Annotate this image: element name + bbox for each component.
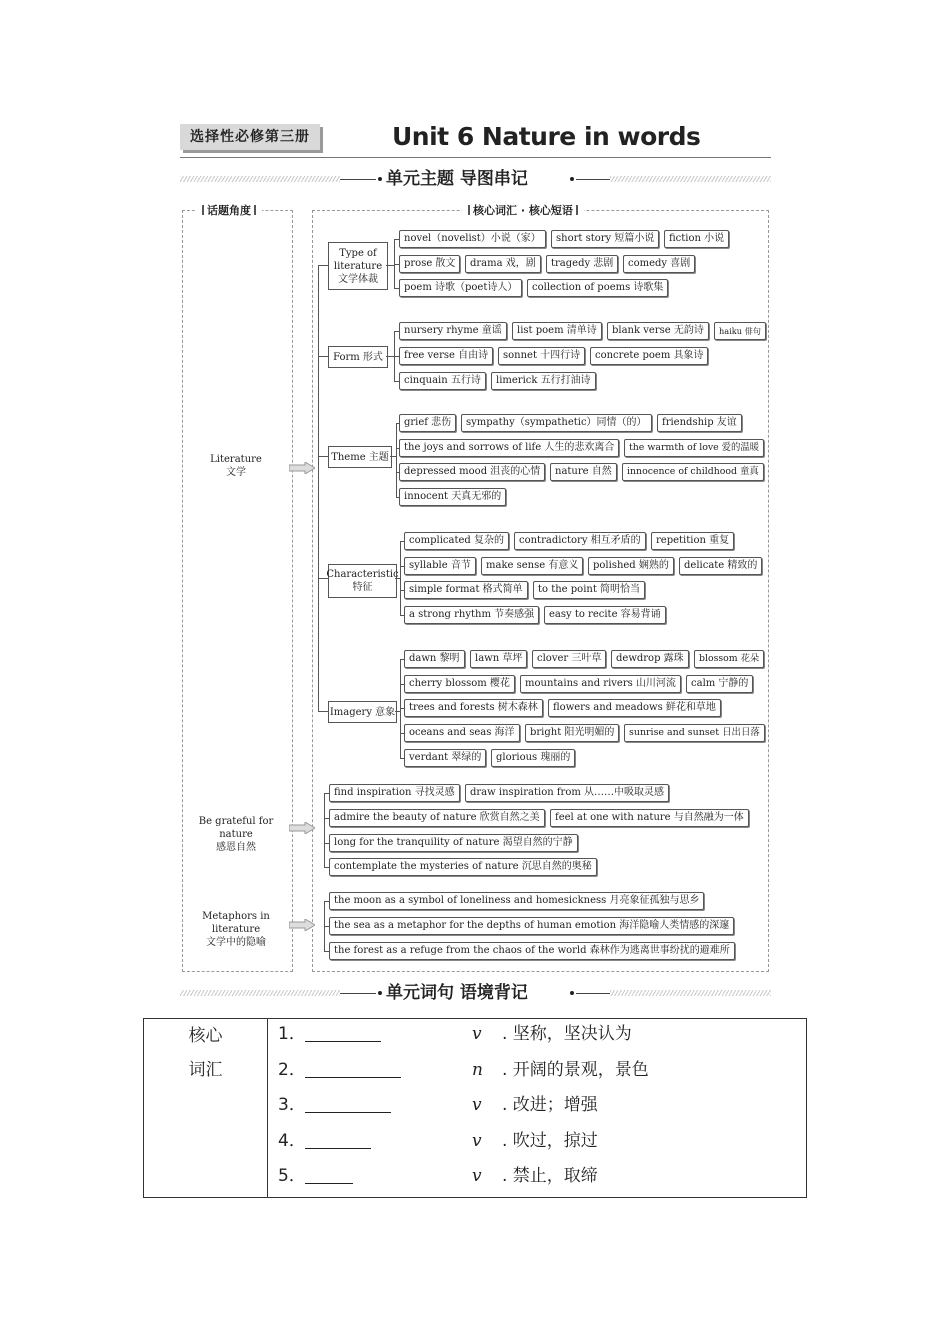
- term-chip: tragedy 悲剧: [546, 255, 618, 273]
- vocab-row: 3． v . 改进；增强: [278, 1095, 598, 1115]
- term-chip: friendship 友谊: [657, 414, 742, 432]
- answer-blank[interactable]: [305, 1077, 401, 1078]
- term-chip: trees and forests 树木森林: [404, 699, 543, 717]
- term-chip: long for the tranquility of nature 渴望自然的宁静: [329, 834, 578, 852]
- vocab-label-cell: 核心 词汇: [144, 1019, 268, 1198]
- vocab-row: 2． n . 开阔的景观，景色: [278, 1059, 649, 1080]
- term-chip: innocent 天真无邪的: [399, 488, 506, 506]
- term-chip: clover 三叶草: [532, 650, 606, 668]
- term-chip: haiku 俳句: [714, 322, 766, 340]
- unit-title: Unit 6 Nature in words: [392, 122, 701, 151]
- answer-blank[interactable]: [305, 1148, 371, 1149]
- topic-grateful: Be grateful for nature 感恩自然: [198, 816, 274, 853]
- arrow-icon: [289, 822, 315, 834]
- term-chip: complicated 复杂的: [404, 532, 509, 550]
- term-chip: sonnet 十四行诗: [498, 347, 585, 365]
- category-theme: Theme 主题: [328, 446, 392, 468]
- category-imagery: Imagery 意象: [328, 701, 397, 723]
- arrow-icon: [289, 462, 315, 474]
- term-chip: feel at one with nature 与自然融为一体: [550, 809, 749, 827]
- term-chip: oceans and seas 海洋: [404, 724, 520, 742]
- term-chip: list poem 清单诗: [512, 322, 602, 340]
- section-band-mindmap: [180, 167, 771, 191]
- term-chip: prose 散文: [399, 255, 460, 273]
- term-chip: blank verse 无韵诗: [607, 322, 709, 340]
- term-chip: glorious 瑰丽的: [491, 749, 575, 767]
- term-chip: the moon as a symbol of loneliness and homesickness 月亮象征孤独与思乡: [329, 892, 704, 910]
- term-chip: make sense 有意义: [481, 557, 583, 575]
- term-chip: blossom 花朵: [694, 650, 764, 668]
- answer-blank[interactable]: [305, 1041, 381, 1042]
- term-chip: verdant 翠绿的: [404, 749, 486, 767]
- term-chip: admire the beauty of nature 欣赏自然之美: [329, 809, 545, 827]
- vocab-items-cell: [268, 1019, 807, 1198]
- topic-panel-heading: 话题角度: [196, 204, 262, 218]
- topic-metaphors: Metaphors in literature 文学中的隐喻: [202, 911, 270, 948]
- term-chip: short story 短篇小说: [551, 230, 659, 248]
- answer-blank[interactable]: [305, 1112, 391, 1113]
- term-chip: mountains and rivers 山川河流: [520, 675, 681, 693]
- term-chip: flowers and meadows 鲜花和草地: [548, 699, 721, 717]
- term-chip: cherry blossom 樱花: [404, 675, 515, 693]
- term-chip: collection of poems 诗歌集: [527, 279, 668, 297]
- term-chip: nature 自然: [550, 463, 617, 481]
- term-chip: limerick 五行打油诗: [491, 372, 596, 390]
- arrow-icon: [289, 919, 315, 931]
- term-chip: contemplate the mysteries of nature 沉思自然的奥秘: [329, 858, 597, 876]
- vocab-row: 1． v . 坚称，坚决认为: [278, 1024, 632, 1044]
- term-chip: novel（novelist）小说（家）: [399, 230, 546, 248]
- topic-panel: [182, 210, 293, 972]
- term-chip: dewdrop 露珠: [611, 650, 689, 668]
- spine-literature: [318, 265, 319, 711]
- term-chip: contradictory 相互矛盾的: [514, 532, 646, 550]
- term-chip: cinquain 五行诗: [399, 372, 486, 390]
- term-chip: a strong rhythm 节奏感强: [404, 606, 539, 624]
- term-chip: grief 悲伤: [399, 414, 456, 432]
- term-chip: poem 诗歌（poet诗人）: [399, 279, 522, 297]
- category-type: Type of literature 文学体裁: [328, 242, 388, 290]
- term-chip: polished 娴熟的: [588, 557, 674, 575]
- term-chip: fiction 小说: [664, 230, 729, 248]
- term-chip: comedy 喜剧: [623, 255, 695, 273]
- term-chip: sunrise and sunset 日出日落: [624, 724, 765, 742]
- section-band-vocab: [180, 981, 771, 1005]
- term-chip: drama 戏，剧: [465, 255, 541, 273]
- vocab-row: 4． v . 吹过，掠过: [278, 1130, 598, 1151]
- term-chip: repetition 重复: [651, 532, 734, 550]
- term-chip: the sea as a metaphor for the depths of human emotion 海洋隐喻人类情感的深邃: [329, 917, 734, 935]
- term-chip: the forest as a refuge from the chaos of the world 森林作为逃离世事纷扰的避难所: [329, 942, 735, 960]
- topic-literature: Literature 文学: [210, 454, 262, 478]
- term-chip: to the point 简明恰当: [533, 581, 645, 599]
- answer-blank[interactable]: [305, 1183, 353, 1184]
- book-tag: 选择性必修第三册: [180, 124, 320, 150]
- section-title-vocab: 单元词句 语境背记: [386, 983, 528, 1003]
- term-chip: nursery rhyme 童谣: [399, 322, 507, 340]
- term-chip: easy to recite 容易背诵: [544, 606, 666, 624]
- vocab-table: [143, 1018, 807, 1198]
- vocab-row: 5． v . 禁止，取缔: [278, 1166, 598, 1186]
- vocab-panel-heading: 核心词汇 · 核心短语: [462, 204, 584, 218]
- title-rule: [180, 157, 771, 158]
- term-chip: find inspiration 寻找灵感: [329, 784, 460, 802]
- term-chip: dawn 黎明: [404, 650, 465, 668]
- term-chip: draw inspiration from 从……中吸取灵感: [465, 784, 669, 802]
- section-title-mindmap: 单元主题 导图串记: [386, 169, 528, 189]
- term-chip: free verse 自由诗: [399, 347, 493, 365]
- term-chip: concrete poem 具象诗: [590, 347, 708, 365]
- term-chip: the joys and sorrows of life 人生的悲欢离合: [399, 439, 619, 457]
- term-chip: innocence of childhood 童真: [622, 463, 764, 481]
- term-chip: syllable 音节: [404, 557, 476, 575]
- term-chip: delicate 精致的: [679, 557, 762, 575]
- term-chip: the warmth of love 爱的温暖: [624, 439, 764, 457]
- term-chip: depressed mood 沮丧的心情: [399, 463, 545, 481]
- term-chip: calm 宁静的: [686, 675, 753, 693]
- term-chip: lawn 草坪: [470, 650, 527, 668]
- term-chip: bright 阳光明媚的: [525, 724, 619, 742]
- category-characteristic: Characteristic 特征: [328, 564, 397, 598]
- category-form: Form 形式: [328, 346, 388, 368]
- term-chip: sympathy（sympathetic）同情（的）: [461, 414, 652, 432]
- term-chip: simple format 格式简单: [404, 581, 528, 599]
